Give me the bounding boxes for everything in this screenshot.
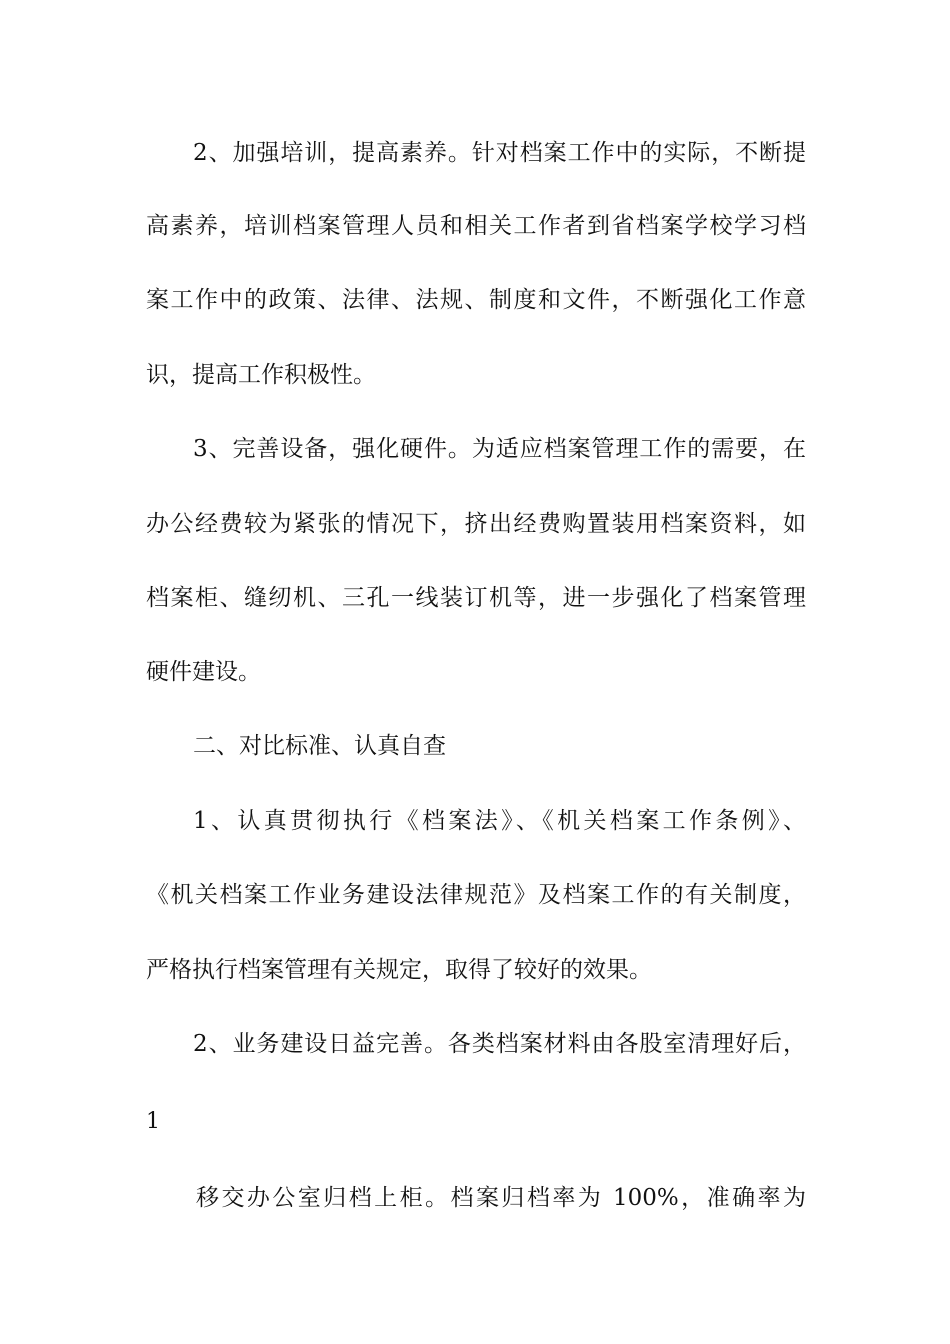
paragraph-1-line-1: 2、加强培训，提高素养。针对档案工作中的实际，不断提 — [193, 140, 806, 166]
paragraph-3-line-1: 1、认真贯彻执行《档案法》、《机关档案工作条例》、 — [193, 808, 806, 834]
paragraph-3-line-2: 《机关档案工作业务建设法律规范》及档案工作的有关制度， — [146, 882, 806, 908]
paragraph-2-line-1: 3、完善设备，强化硬件。为适应档案管理工作的需要，在 — [193, 436, 806, 462]
paragraph-1-line-4: 识，提高工作积极性。 — [146, 362, 376, 388]
paragraph-2-line-2: 办公经费较为紧张的情况下，挤出经费购置装用档案资料，如 — [146, 511, 806, 537]
paragraph-1-line-3: 案工作中的政策、法律、法规、制度和文件，不断强化工作意 — [146, 287, 806, 313]
paragraph-2-line-4: 硬件建设。 — [146, 659, 261, 685]
paragraph-2-line-3: 档案柜、缝纫机、三孔一线装订机等，进一步强化了档案管理 — [146, 585, 806, 611]
section-heading: 二、对比标准、认真自查 — [193, 733, 446, 759]
next-page-line: 移交办公室归档上柜。档案归档率为 100%，准确率为 — [196, 1185, 806, 1211]
page-number: 1 — [146, 1109, 160, 1134]
paragraph-4-line-1: 2、业务建设日益完善。各类档案材料由各股室清理好后， — [193, 1031, 806, 1057]
paragraph-1-line-2: 高素养，培训档案管理人员和相关工作者到省档案学校学习档 — [146, 213, 806, 239]
paragraph-3-line-3: 严格执行档案管理有关规定，取得了较好的效果。 — [146, 957, 652, 983]
